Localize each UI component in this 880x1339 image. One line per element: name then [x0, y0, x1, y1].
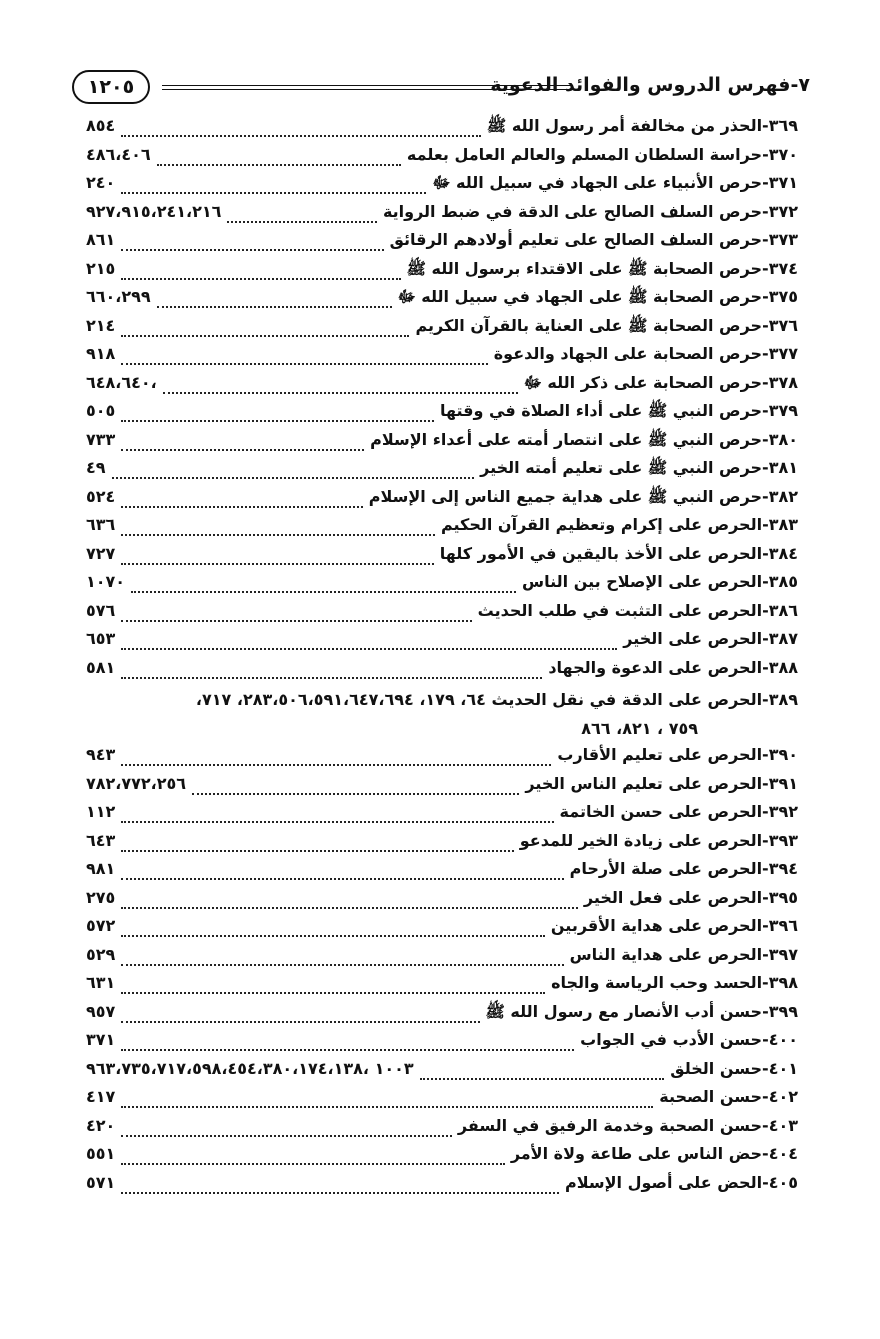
index-entry — [86, 173, 798, 202]
entry-title: ٣٩٤-الحرص على صلة الأرحام — [569, 859, 798, 878]
entry-title: ٣٨٣-الحرص على إكرام وتعظيم القرآن الحكيم — [440, 515, 798, 534]
entry-title: ٣٧٣-حرص السلف الصالح على تعليم أولادهم الرقائق — [389, 230, 798, 249]
entry-pages: ١٠٠٣ ،٩٦٣،٧٣٥،٧١٧،٥٩٨،٤٥٤،٣٨٠،١٧٤،١٣٨ — [86, 1058, 414, 1078]
entry-title: ٤٠٣-حسن الصحبة وخدمة الرفيق في السفر — [457, 1115, 798, 1135]
index-entry — [86, 658, 798, 687]
entry-title: ٤٠٠-حسن الأدب في الجواب — [580, 1030, 798, 1049]
dot-leader — [121, 677, 542, 679]
dot-leader — [121, 335, 409, 337]
entry-pages: ٥٧١ — [86, 1172, 116, 1192]
entry-title: ٣٧٧-حرص الصحابة على الجهاد والدعوة — [493, 344, 798, 363]
dot-leader — [121, 620, 471, 622]
dot-leader — [121, 935, 545, 937]
entry-title: ٣٩٠-الحرص على تعليم الأقارب — [557, 745, 798, 764]
dot-leader — [121, 249, 383, 251]
entry-title: ٣٧٢-حرص السلف الصالح على الدقة في ضبط الرواية — [382, 201, 798, 221]
entry-pages: ٤٩ — [86, 458, 106, 477]
index-entry — [86, 401, 798, 430]
index-entry — [86, 145, 798, 174]
index-entry — [86, 916, 798, 945]
entry-pages: ٩١٨ — [86, 344, 116, 363]
entry-title: ٣٨٥-الحرص على الإصلاح بين الناس — [522, 572, 798, 591]
index-entry — [86, 774, 798, 803]
entry-pages: ٥٢٤ — [86, 486, 116, 506]
entry-title: ٣٨٦-الحرص على التثبت في طلب الحديث — [477, 600, 798, 620]
entry-pages: ٦٤٣ — [86, 830, 116, 850]
dot-leader — [121, 1135, 452, 1137]
entry-pages: ٦٦٠،٢٩٩ — [86, 287, 151, 306]
dot-leader — [121, 449, 364, 451]
page-header — [70, 70, 810, 106]
dot-leader — [121, 1106, 653, 1108]
index-entry — [86, 287, 798, 316]
index-entry — [86, 1173, 798, 1202]
index-entry — [86, 888, 798, 917]
index-entry — [86, 430, 798, 459]
entry-pages: ٩٥٧ — [86, 1001, 116, 1021]
index-entry — [86, 745, 798, 774]
index-entry — [86, 802, 798, 831]
index-entry — [86, 458, 798, 487]
entry-pages: ٦٥٣ — [86, 629, 116, 648]
entry-pages: ٥٠٥ — [86, 401, 116, 420]
index-entry — [86, 572, 798, 601]
entry-title: ٣٧١-حرص الأنبياء على الجهاد في سبيل الله ﷻ — [432, 173, 798, 192]
index-entry — [86, 259, 798, 288]
index-entry — [86, 1087, 798, 1116]
entry-pages: ٥٢٩ — [86, 944, 116, 964]
entry-pages: ٢٤٠ — [86, 173, 116, 192]
entry-pages: ٦٤٨،٦٤٠، — [86, 372, 157, 392]
dot-leader — [227, 221, 377, 223]
entry-pages: ٨٦١ — [86, 230, 116, 249]
index-entry — [86, 515, 798, 544]
header-rule — [162, 85, 572, 90]
dot-leader — [121, 850, 513, 852]
entry-title: ٤٠٥-الحض على أصول الإسلام — [564, 1172, 798, 1192]
index-entry — [86, 344, 798, 373]
dot-leader — [121, 648, 617, 650]
entry-pages: ٩٢٧،٩١٥،٢٤١،٢١٦ — [86, 201, 222, 221]
index-entries — [86, 116, 798, 1201]
entry-title: ٤٠١-حسن الخلق — [670, 1058, 798, 1078]
page-number: ١٢٠٥ — [72, 70, 150, 104]
entry-pages: ٧٨٢،٧٧٢،٢٥٦ — [86, 773, 187, 793]
dot-leader — [121, 135, 481, 137]
entry-pages: ٤١٧ — [86, 1087, 116, 1106]
dot-leader — [121, 1163, 505, 1165]
dot-leader — [420, 1078, 665, 1080]
entry-pages: ٣٧١ — [86, 1030, 116, 1049]
index-entry — [86, 973, 798, 1002]
entry-title: ٣٨٠-حرص النبي ﷺ على انتصار أمته على أعداء الإسلام — [370, 429, 798, 449]
index-entry — [86, 1116, 798, 1145]
dot-leader — [121, 192, 426, 194]
entry-pages: ٤٢٠ — [86, 1115, 116, 1135]
index-entry — [86, 202, 798, 231]
entry-title: ٣٩٢-الحرص على حسن الخاتمة — [559, 802, 798, 821]
entry-pages: ٦٣٦ — [86, 515, 116, 534]
index-entry — [86, 1059, 798, 1088]
entry-title: ٣٩٣-الحرص على زيادة الخير للمدعو — [519, 830, 798, 850]
entry-title: ٣٧٤-حرص الصحابة ﷺ على الاقتداء برسول الله ﷺ — [406, 258, 798, 278]
entry-title: ٣٨٤-الحرص على الأخذ باليقين في الأمور كلها — [439, 543, 798, 563]
index-entry — [86, 116, 798, 145]
dot-leader — [157, 306, 392, 308]
dot-leader — [121, 764, 551, 766]
dot-leader — [192, 793, 519, 795]
dot-leader — [112, 477, 475, 479]
dot-leader — [163, 392, 518, 394]
entry-pages: ٩٨١ — [86, 859, 116, 878]
dot-leader — [121, 964, 563, 966]
entry-title: ٣٩٥-الحرص على فعل الخير — [583, 887, 798, 907]
entry-title: ٣٦٩-الحذر من مخالفة أمر رسول الله ﷺ — [486, 116, 798, 135]
dot-leader — [157, 164, 401, 166]
entry-title: ٣٧٠-حراسة السلطان المسلم والعالم العامل بعلمه — [406, 144, 798, 164]
entry-pages: ٢٧٥ — [86, 887, 116, 907]
dot-leader — [121, 506, 362, 508]
index-entry — [86, 316, 798, 345]
entry-pages: ٩٤٣ — [86, 745, 116, 764]
index-entry — [86, 629, 798, 658]
dot-leader — [131, 591, 516, 593]
entry-title: ٣٩٨-الحسد وحب الرياسة والجاه — [551, 973, 798, 992]
dot-leader — [121, 363, 487, 365]
dot-leader — [121, 1021, 479, 1023]
index-entry — [86, 601, 798, 630]
entry-pages: ٥٥١ — [86, 1144, 116, 1163]
index-entry — [86, 373, 798, 402]
dot-leader — [121, 907, 578, 909]
entry-pages: ٤٨٦،٤٠٦ — [86, 144, 151, 164]
dot-leader — [121, 1192, 559, 1194]
entry-pages: ٧٢٧ — [86, 543, 116, 563]
entry-title: ٣٨٧-الحرص على الخير — [623, 629, 798, 648]
index-entry — [86, 859, 798, 888]
index-entry — [86, 686, 798, 745]
index-entry — [86, 230, 798, 259]
entry-title: ٣٩٩-حسن أدب الأنصار مع رسول الله ﷺ — [485, 1001, 798, 1021]
entry-title: ٣٩٦-الحرص على هداية الأقربين — [550, 916, 798, 935]
entry-title: ٣٧٨-حرص الصحابة على ذكر الله ﷻ — [523, 372, 798, 392]
entry-title: ٤٠٤-حض الناس على طاعة ولاة الأمر — [510, 1144, 798, 1163]
dot-leader — [121, 278, 400, 280]
entry-pages: ٥٧٦ — [86, 600, 116, 620]
index-entry — [86, 487, 798, 516]
index-entry — [86, 945, 798, 974]
entry-pages: ٥٨١ — [86, 657, 116, 677]
dot-leader — [121, 420, 434, 422]
section-title: ٧-فهرس الدروس والفوائد الدعوية — [490, 74, 810, 96]
entry-pages: ٧٥٩ ، ٨٢١، ٨٦٦ — [581, 718, 698, 738]
entry-title: ٣٩١-الحرص على تعليم الناس الخير — [525, 773, 798, 793]
entry-title: ٣٧٥-حرص الصحابة ﷺ على الجهاد في سبيل الله ﷻ — [397, 287, 798, 306]
entry-title: ٣٧٩-حرص النبي ﷺ على أداء الصلاة في وقتها — [439, 401, 798, 420]
dot-leader — [121, 534, 435, 536]
index-entry — [86, 831, 798, 860]
entry-pages: ٢١٤ — [86, 315, 116, 335]
entry-pages: ٨٥٤ — [86, 116, 116, 135]
index-entry — [86, 1030, 798, 1059]
index-entry — [86, 1002, 798, 1031]
entry-pages: ١٠٧٠ — [86, 572, 126, 591]
entry-title: ٣٨١-حرص النبي ﷺ على تعليم أمته الخير — [480, 458, 798, 477]
dot-leader — [121, 821, 553, 823]
entry-title: ٣٨٢-حرص النبي ﷺ على هداية جميع الناس إلى الإسلام — [368, 486, 798, 506]
entry-title: ٤٠٢-حسن الصحبة — [659, 1087, 798, 1106]
entry-pages: ٢١٥ — [86, 258, 116, 278]
entry-pages: ٥٧٢ — [86, 916, 116, 935]
entry-title: ٣٧٦-حرص الصحابة ﷺ على العناية بالقرآن الكريم — [415, 315, 798, 335]
dot-leader — [121, 1049, 574, 1051]
index-entry — [86, 1144, 798, 1173]
index-entry — [86, 544, 798, 573]
dot-leader — [121, 878, 563, 880]
dot-leader — [121, 563, 433, 565]
dot-leader — [121, 992, 545, 994]
entry-title: ٣٩٧-الحرص على هداية الناس — [569, 944, 798, 964]
entry-pages: ٦٣١ — [86, 973, 116, 992]
entry-pages: ١١٢ — [86, 802, 116, 821]
entry-title: ٣٨٨-الحرص على الدعوة والجهاد — [548, 657, 798, 677]
entry-title: ٣٨٩-الحرص على الدقة في نقل الحديث ٦٤، ١٧٩، ٢٨٣،٥٠٦،٥٩١،٦٤٧،٦٩٤، ٧١٧، — [195, 690, 798, 709]
entry-pages: ٧٣٣ — [86, 429, 116, 449]
